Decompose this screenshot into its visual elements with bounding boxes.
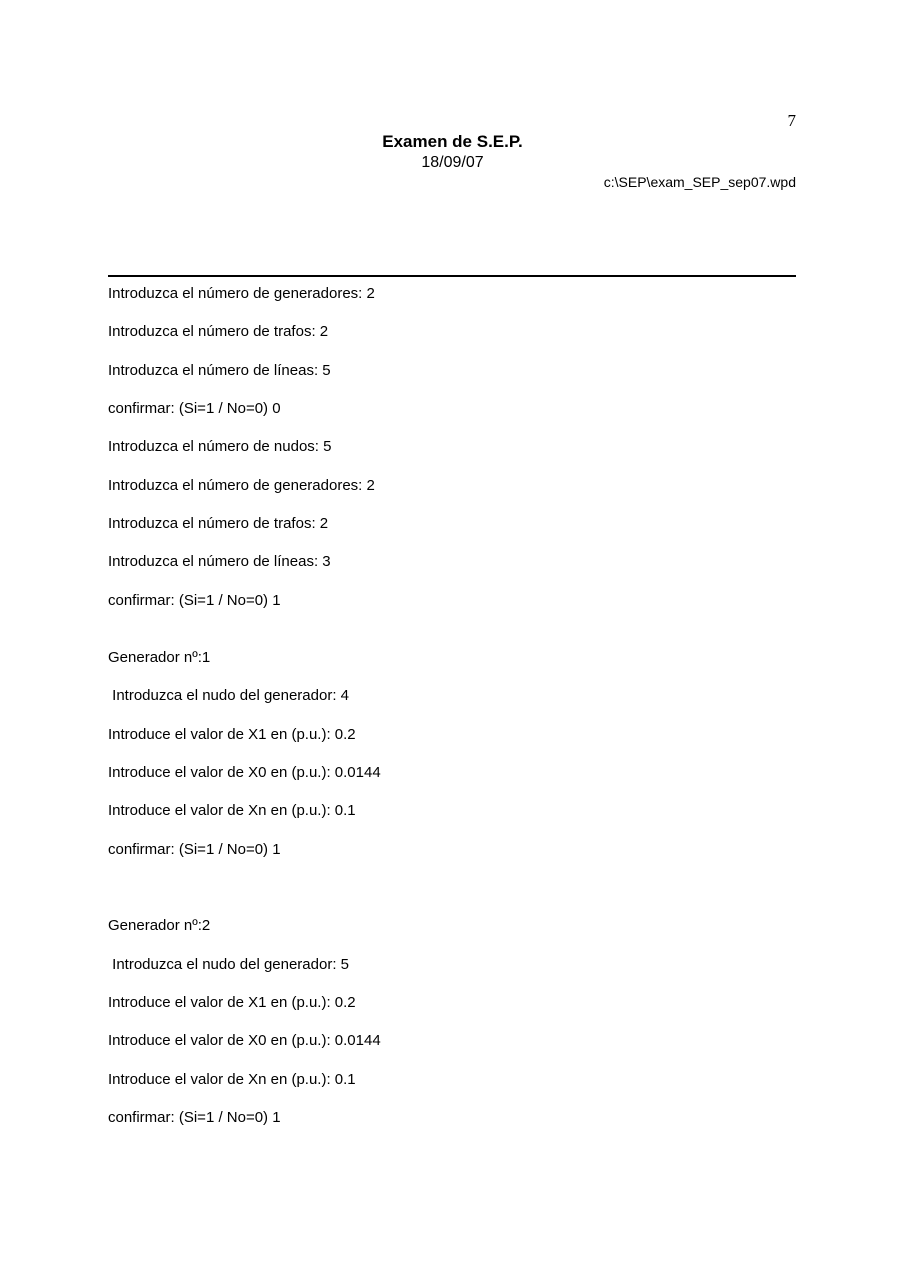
- transcript-line: Generador nº:2: [108, 917, 211, 934]
- document-date: 18/09/07: [421, 154, 484, 171]
- transcript-line: Introduce el valor de Xn en (p.u.): 0.1: [108, 1071, 356, 1088]
- transcript-line: Introduce el valor de X1 en (p.u.): 0.2: [108, 994, 356, 1011]
- document-title: Examen de S.E.P.: [382, 132, 523, 151]
- transcript-line: Introduce el valor de X0 en (p.u.): 0.0144: [108, 1032, 381, 1049]
- transcript-line: confirmar: (Si=1 / No=0) 1: [108, 1109, 281, 1126]
- transcript-line: confirmar: (Si=1 / No=0) 0: [108, 400, 281, 417]
- transcript-line: confirmar: (Si=1 / No=0) 1: [108, 592, 281, 609]
- transcript-line: Introduzca el nudo del generador: 5: [108, 956, 350, 973]
- transcript-line: Introduzca el número de líneas: 5: [108, 362, 331, 379]
- transcript-line: Introduzca el nudo del generador: 4: [108, 687, 350, 704]
- transcript-line: Introduzca el número de trafos: 2: [108, 515, 329, 532]
- page-number: 7: [787, 111, 796, 130]
- transcript-line: Introduce el valor de X1 en (p.u.): 0.2: [108, 726, 356, 743]
- transcript-line: Introduzca el número de generadores: 2: [108, 477, 375, 494]
- transcript-line: Introduzca el número de líneas: 3: [108, 553, 331, 570]
- transcript-line: Generador nº:1: [108, 649, 211, 666]
- transcript-line: confirmar: (Si=1 / No=0) 1: [108, 841, 281, 858]
- transcript-line: Introduzca el número de trafos: 2: [108, 323, 329, 340]
- transcript-line: Introduzca el número de generadores: 2: [108, 285, 375, 302]
- file-path: c:\SEP\exam_SEP_sep07.wpd: [603, 174, 796, 190]
- transcript-line: Introduce el valor de X0 en (p.u.): 0.0144: [108, 764, 381, 781]
- header-rule: [108, 275, 796, 277]
- transcript-line: Introduzca el número de nudos: 5: [108, 438, 332, 455]
- transcript-line: Introduce el valor de Xn en (p.u.): 0.1: [108, 802, 356, 819]
